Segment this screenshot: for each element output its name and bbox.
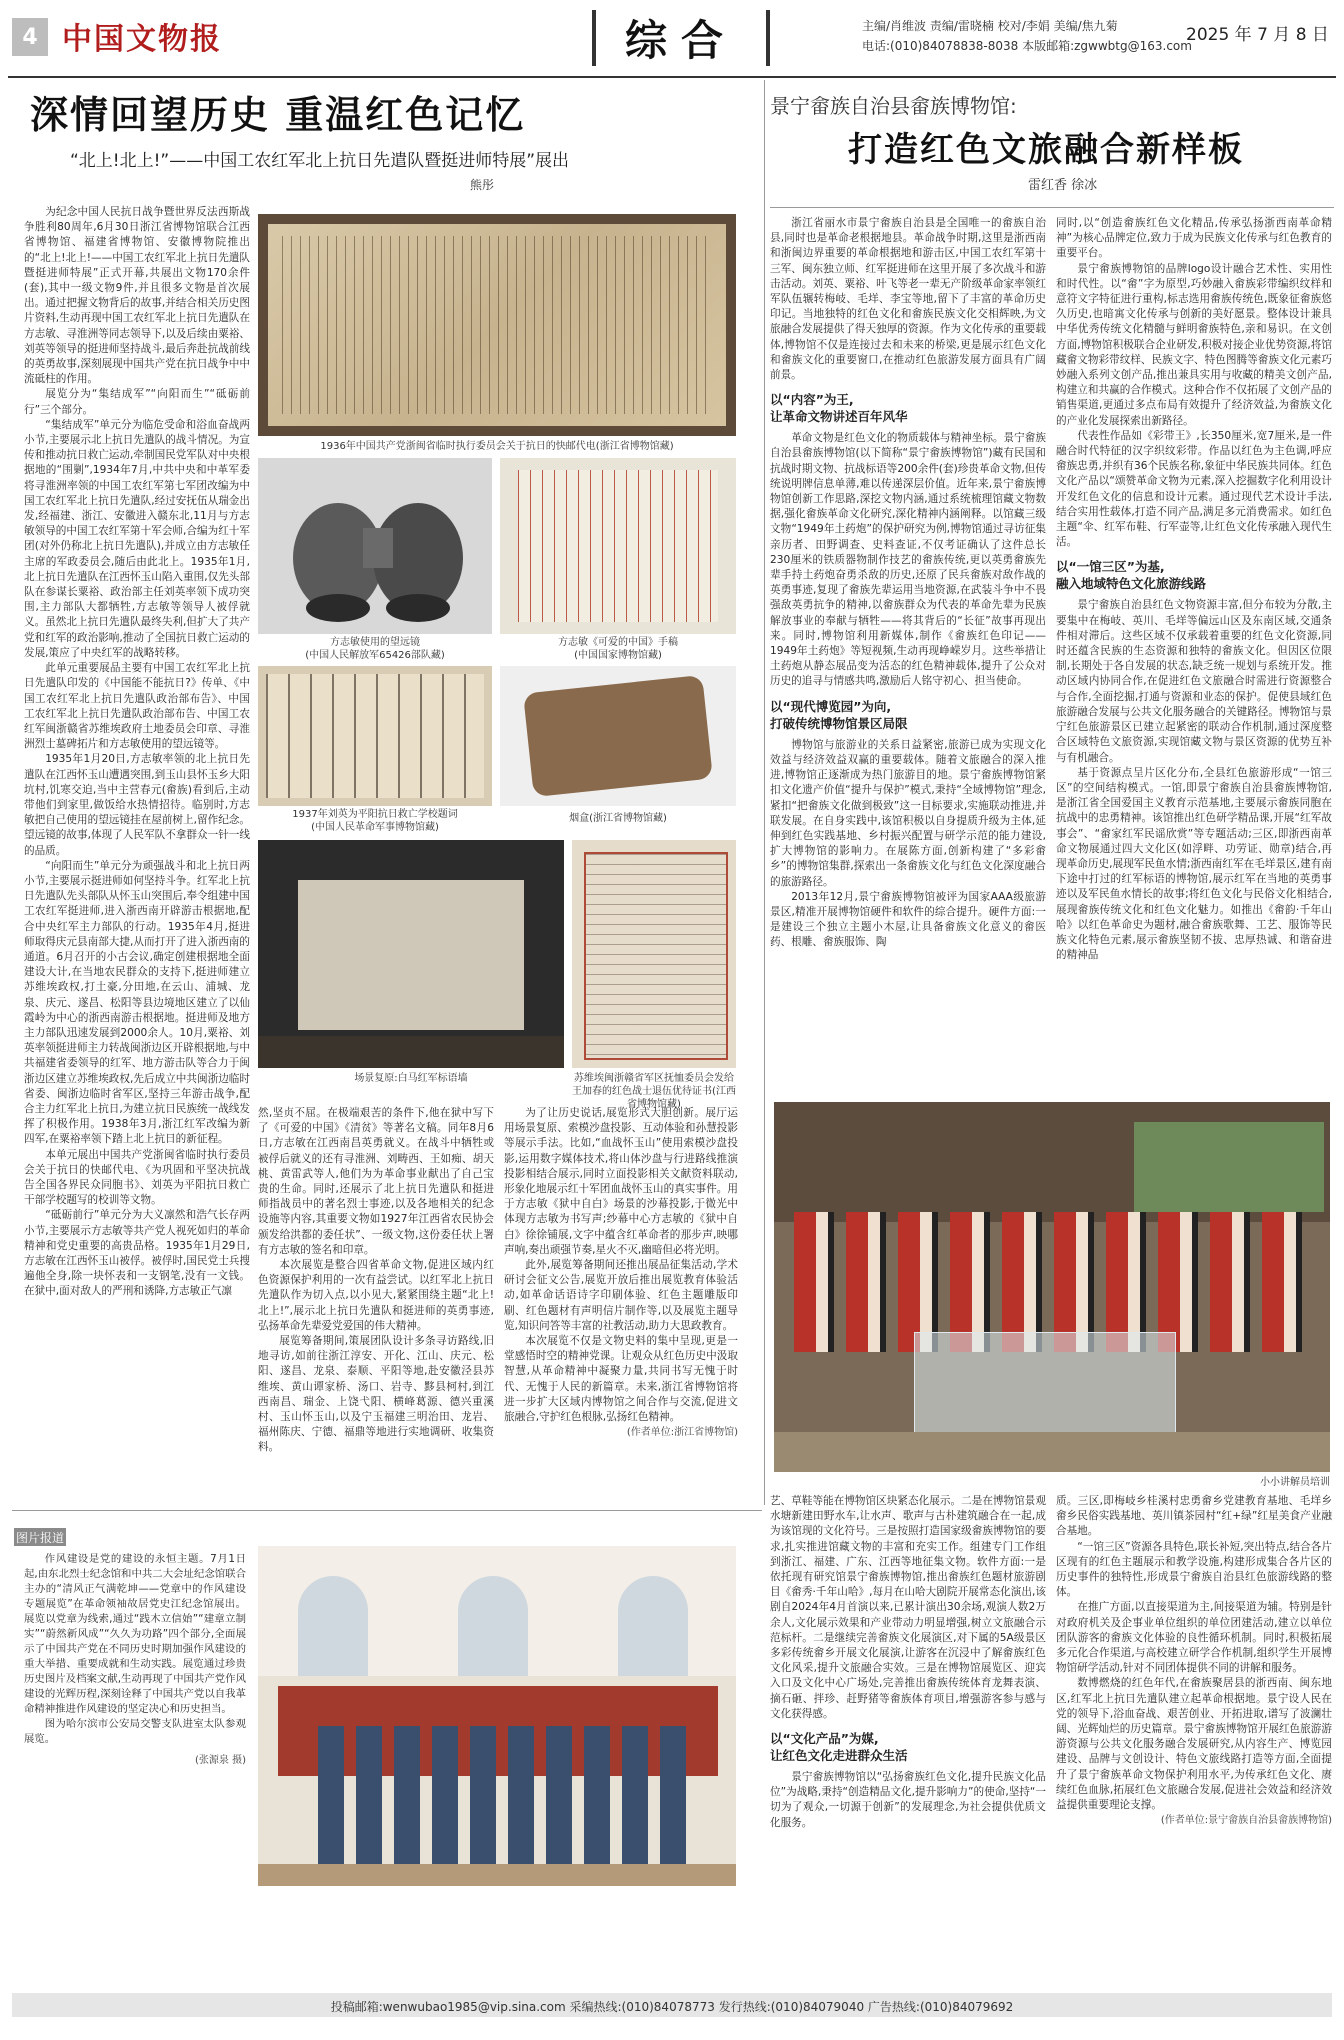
- photo-caption: 1936年中国共产党浙闽省临时执行委员会关于抗日的快邮代电(浙江省博物馆藏): [320, 441, 674, 452]
- paragraph: 然,坚贞不屈。在极端艰苦的条件下,他在狱中写下了《可爱的中国》《清贫》等著名文稿。同年8月6日,方志敏在江西南昌英勇就义。在战斗中牺牲或被俘后就义的还有寻淮洲、刘畴西、王如痴、胡天桃、黄雷武等人,他们为为革命事业献出了自己宝贵的生命。同时,还展示了北上抗日先遣队和挺进师指战员中的著名烈士事迹,以及各地相关的纪念设施等内容,其重要文物如1927年江西省农民协会颁发给洪都的委任状”、一级文物,这份委任状上署有方志敏的签名和印章。: [258, 1107, 494, 1256]
- paragraph: “集结成军”单元分为临危受命和浴血奋战两小节,主要展示北上抗日先遣队的战斗情况。为宣传和推动抗日救亡运动,牵制国民党军队对中央根据地的“围剿”,1934年7月,中共中央和中革军委将寻淮洲率领的中国工农红军第七军团改编为中国工农红军北上抗日先遣队,经过安抚伍从瑞金出发,经福建、浙江、安徽进入赣东北,11月与方志敏领导的中国工农红军第十军会师,合编为红十军团(对外仍称北上抗日先遣队),并成立由方志敏任主席的军政委员会,随后由此北上。1935年1月,北上抗日先遣队在江西怀玉山陷入重围,仅先头部队在参谋长粟裕、政治部主任刘英率领下成功突围,主力部队大都牺牲,方志敏等领导人被俘就义。虽然北上抗日先遣队最终失利,但扩大了共产党和红军的政治影响,推动了全国抗日救亡运动的发展,策应了中央红军的战略转移。: [24, 418, 250, 659]
- paragraph: 景宁畲族博物馆以“弘扬畲族红色文化,提升民族文化品位”为战略,秉持“创造精品文化,提升影响力”的使命,坚持“一切为了观众,一切源于创新”的发展理念,为社会提供优质文化服务。: [770, 1771, 1046, 1829]
- photo-police-visit: [258, 1546, 736, 1886]
- paragraph: “一馆三区”资源各具特色,联长补短,突出特点,结合各片区现有的红色主题展示和教学设施,构建形成集合各片区的历史事件的独特性,形成景宁畲族自治县红色旅游线路的整体。: [1056, 1540, 1332, 1599]
- photo-news-tag: 图片报道: [14, 1528, 66, 1546]
- newspaper-logo: 中国文物报: [62, 22, 222, 57]
- photo-news-text: [24, 1552, 246, 1932]
- paragraph: 展览分为“集结成军”“向阳而生”“砥砺前行”三个部分。: [24, 388, 250, 416]
- right-story-column-d: [1056, 1494, 1332, 1984]
- paragraph: 浙江省丽水市景宁畲族自治县是全国唯一的畲族自治县,同时也是革命老根据地县。革命战争时期,这里是浙西南和浙闽边界重要的革命根据地和游击区,中国工农红军第十三军、闽东独立师、红军挺进师在这里开展了多次战斗和游击活动。刘英、粟裕、叶飞等老一辈无产阶级革命家率领红军队伍辗转梅岐、毛垟、李宝等地,留下了丰富的革命历史印记。当地独特的红色文化和畲族民族文化交相辉映,为文旅融合发展提供了得天独厚的资源。作为文化传承的重要载体,博物馆不仅是连接过去和未来的桥梁,更是展示红色文化和畲族文化的重要窗口,在推动红色旅游发展方面具有广阔前景。: [770, 217, 1046, 382]
- staff-line: 主编/肖维波 责编/雷晓楠 校对/李娟 美编/焦九菊: [862, 19, 1118, 33]
- paragraph: 1935年1月20日,方志敏率领的北上抗日先遣队在江西怀玉山遭遇突围,到玉山县怀玉乡大阳坑村,饥寒交迫,当中主营春元(畲族)看到后,主动带他们到家里,做饭给水热情招待。临别时,方志敏把自己使用的望远镜挂在屋前树上,留作纪念。望远镜的故事,体现了人民军队不拿群众一针一线的品质。: [24, 753, 250, 857]
- contact-line: 电话:(010)84078838-8038 本版邮箱:zgwwbtg@163.com: [862, 39, 1192, 53]
- left-story-byline: 熊彤: [470, 178, 495, 192]
- header-rule: [8, 76, 1336, 78]
- photo-caption: 场景复原:白马红军标语墙: [354, 1073, 468, 1084]
- author-affiliation: (作者单位:景宁畲族自治县畲族博物馆): [1160, 1815, 1332, 1827]
- paragraph: 数博燃烧的红色年代,在畲族聚居县的浙西南、闽东地区,红军北上抗日先遣队建立起革命根据地。景宁设人民在党的领导下,浴血奋战、艰苦创业、开拓进取,谱写了波澜壮阔、光辉灿烂的历史篇章。景宁畲族博物馆开展红色旅游游游资源与公共文化服务融合发展研究,从内容生产、博览园建设、品牌与文创设计、特色文旅线路打造等方面,全面提升了景宁畲族革命文物保护利用水平,为传承红色文化、赓续红色血脉,拓展红色文旅融合发展,促进社会效益和经济效益提供重要理论支撑。: [1056, 1677, 1332, 1812]
- paragraph: 图为哈尔滨市公安局交警支队进室太队参观展览。: [24, 1718, 246, 1745]
- section-name: 综合: [624, 16, 737, 65]
- photo-caption: 方志敏《可爱的中国》手稿 (中国国家博物馆藏): [558, 637, 678, 661]
- page-number: 4: [12, 18, 48, 56]
- paragraph: 此外,展览筹备期间还推出展品征集活动,学术研讨会征文公告,展览开放后推出展览教育体验活动,如革命话语诗字印刷体验、红色主题雕版印刷、红色题材有声明信片制作等,以及展览主题导览,知识问答等丰富的社教活动,助力大思政教育。: [504, 1259, 738, 1332]
- paragraph: 基于资源点呈片区化分布,全县红色旅游形成“一馆三区”的空间结构模式。一馆,即景宁畲族自治县畲族博物馆,是浙江省全国爱国主义教育示范基地,主要展示畲族同胞在抗战中的忠勇精神。该馆推出红色研学精品课,开展“红军故事会”、“畲家红军民谣欣赏”等专题活动;三区,即浙西南革命文物展通过四大文化区(如浮畔、功劳证、勋章)结合,再现革命历史,展现军民鱼水情;浙西南红军在毛垟景区,建有南下途中打过的红军标语的博物馆,展示红军在当地的英勇事迹以及军民鱼水情长的故事;将红色文化与民俗文化相结合,展现畲族传统文化和红色文化魅力。如推出《畲韵·千年山哈》以红色革命史为题材,融合畲族歌舞、工艺、服饰等民族文化特色元素,展示畲族坚韧不拔、忠厚热诚、和谐奋进的精神品: [1056, 766, 1332, 962]
- subheading: 以“内容”为王, 让革命文物讲述百年风华: [770, 392, 908, 425]
- paragraph: 为纪念中国人民抗日战争暨世界反法西斯战争胜利80周年,6月30日浙江省博物馆联合江西省博物馆、福建省博物馆、安徽博物院推出的“北上!北上!——中国工农红军北上抗日先遣队暨挺进师特展”正式开幕,共展出文物170余件(套),其中一级文物9件,并且很多文物是首次展出。通过把握文物背后的故事,并结合相关历史图片资料,生动再现中国工农红军北上抗日先遣队在方志敏、寻淮洲等同志领导下,以及后续由粟裕、刘英等领导的挺进师坚持战斗,最后奔赴抗战前线的英勇故事,深刻展现中国共产党在抗日战争中中流砥柱的作用。: [24, 206, 250, 386]
- left-story-column-3: [504, 1106, 738, 1506]
- paragraph: 2013年12月,景宁畲族博物馆被评为国家AAA级旅游景区,精准开展博物馆硬件和软件的综合提升。硬件方面:一是建设三个独立主题小木屋,让具备畲族文化意义的畲医药、根雕、畲族服饰、陶: [770, 890, 1046, 949]
- paragraph: 本次展览不仅是文物史料的集中呈现,更是一堂感悟时空的精神党课。让观众从红色历史中汲取智慧,从革命精神中凝聚力量,共同书写无愧于时代、无愧于人民的新篇章。未来,浙江省博物馆将进一步扩大区域内博物馆之间合作与交流,促进文旅融合,守护红色根脉,弘扬红色精神。: [504, 1335, 738, 1424]
- photo-credit: (张源泉 摄): [195, 1755, 246, 1766]
- photo-poster: [572, 840, 736, 1068]
- subheading: 以“文化产品”为媒, 让红色文化走进群众生活: [770, 1731, 908, 1764]
- paragraph: 景宁畲族博物馆的品牌logo设计融合艺术性、实用性和时代性。以“畲”字为原型,巧妙融入畲族彩带编织纹样和意符文字特征进行重构,标志选用畲族传统色,既象征畲族悠久历史,也暗寓文化传承与创新的美好愿景。整体设计兼具中华优秀传统文化精髓与鲜明畲族特色,亲和易识。在文创方面,博物馆积极联合企业研发,积极对接企业优势资源,将馆藏畲文物彩带纹样、民族文字、特色图腾等畲族文化元素巧妙融入系列文创产品,推出兼具实用与收藏的精美文创产品,构建立和共赢的合作模式。这种合作不仅拓展了文创产品的销售渠道,更通过多点布局有效提升了经济效益,为畲族文化的产业化发展探索出新路径。: [1056, 262, 1332, 427]
- paragraph: 展览筹备期间,策展团队设计多条寻访路线,旧地寻访,如前往浙江淳安、开化、江山、庆元、松阳、遂昌、龙泉、泰顺、平阳等地,赴安徽泾县苏维埃、黄山谭家桥、汤口、岩寺、黟县柯村,到江西南昌、瑞金、上饶弋阳、横峰葛源、德兴重溪村、玉山怀玉山,以及宁玉福建三明治田、龙岩、福州陈庆、宁德、福鼎等地进行实地调研、收集资料。: [258, 1335, 494, 1454]
- right-story-column-b: [1056, 216, 1332, 1046]
- paragraph: “向阳而生”单元分为顽强战斗和北上抗日两小节,主要展示挺进师如何坚持斗争。红军北上抗日先遣队先头部队从怀玉山突围后,奉令组建中国工农红军挺进师,进入浙西南开辟游击根据地,配合中央红军主力部队的行动。1935年4月,挺进师取得庆元县南部大捷,从而打开了进入浙西南的通道。6月召开的小古会议,确定创建根据地全面建设大计,在当地农民群众的支持下,挺进师建立苏维埃政权,打土豪,分田地,在云山、浦城、龙泉、庆元、遂昌、松阳等县边境地区建立了以仙霞岭为中心的浙西南游击根据地。挺进师及地方主力部队迅速发展到2000余人。10月,粟裕、刘英率领挺进师主力转战闽浙边区开辟根据地,与中共福建省委领导的红军、地方游击队等合力于闽浙边区建立苏维埃政权,先后成立中共闽浙边临时省委、闽浙边临时省军区,坚持三年游击战争,配合主力红军北上抗日,为建立抗日民族统一战线发挥了积极作用。1938年3月,浙江红军改编为新四军,在粟裕率领下踏上北上抗日的新征程。: [24, 859, 250, 1146]
- paragraph: 本单元展出中国共产党浙闽省临时执行委员会关于抗日的快邮代电、《为巩固和平坚决抗战告全国各界民众同胞书》、刘英为平阳抗日救亡干部学校题写的校训等文物。: [24, 1148, 250, 1207]
- right-story-column-a: [770, 216, 1046, 1046]
- photo-tin: [500, 666, 736, 806]
- photo-caption: 方志敏使用的望远镜 (中国人民解放军65426部队藏): [305, 637, 445, 661]
- photo-caption: 苏维埃闽浙赣省军区抚恤委员会发给王加春的红色战士退伍优待证书(江西省博物馆藏): [572, 1073, 736, 1110]
- left-story-subtitle: “北上!北上!”——中国工农红军北上抗日先遣队暨挺进师特展”展出: [70, 151, 570, 171]
- section-divider: [12, 1510, 762, 1511]
- paragraph: 景宁畲族自治县红色文物资源丰富,但分布较为分散,主要集中在梅岐、英川、毛垟等偏远山区及东南区域,交通条件相对滞后。这些区域不仅承载着重要的红色文化资源,同时还蕴含民族的生态资源和独特的畲族文化。但因区位限制,长期处于各自发展的状态,缺乏统一规划与系统开发。推动区域内协同合作,在促进红色文旅融合时需进行资源整合与合作,全面挖掘,打通与资源和业态的保护。促使县域红色旅游融合发展与公共文化服务融合的关键路径。博物馆与景宁红色旅游景区已建立起紧密的联动合作机制,通过深度整合区域特色文旅资源,实现馆藏文物与景区资源的优势互补与有机融合。: [1056, 599, 1332, 764]
- photo-scene: [258, 840, 564, 1068]
- paragraph: 革命文物是红色文化的物质载体与精神坐标。景宁畲族自治县畲族博物馆(以下简称“景宁畲族博物馆”)藏有民国和抗战时期文物、抗战标语等200余件(套)珍贵革命文物,但传统说明牌信息单薄,难以传递深层价值。近年来,景宁畲族博物馆创新工作思路,深挖文物内涵,通过系统梳理馆藏文物数据,强化畲族革命文化研究,深化精神内涵阐释。以馆藏三级文物“1949年土药炮”的保护研究为例,博物馆通过寻访征集亲历者、田野调查、史料查证,不仅考证确认了这件总长230厘米的铁质器物制作技艺的畲族传统,更以英勇畲族先辈手持土药炮奋勇杀敌的历史,还原了民兵畲族对敌作战的英勇事迹,复现了畲族先辈运用当地资源,在武装斗争中不畏强敌英勇抗争的精神,以畲族群众为代表的革命先辈为民族解放事业的奉献与牺牲——将其背后的“长征”故事再现出来。同时,博物馆利用新媒体,制作《畲族红色印记——1949年土药炮》等短视频,生动再现峥嵘岁月。这些举措让土药炮从静态展品变为活态的红色精神载体,提升了公众对历史的追寻与情感共鸣,激励后人铭守初心、担当使命。: [770, 432, 1046, 688]
- photo-inscription: [258, 666, 492, 806]
- left-story-column-2: [258, 1106, 494, 1506]
- author-affiliation: (作者单位:浙江省博物馆): [626, 1427, 738, 1439]
- subheading: 以“现代博览园”为向, 打破传统博物馆景区局限: [770, 698, 908, 731]
- paragraph: 在推广方面,以直接渠道为主,间接渠道为辅。特别是针对政府机关及企事业单位组织的单位团建活动,建立以单位团队游客的畲族文化体验的良性循环机制。同时,积极拓展多元化合作渠道,与高校建立研学合作机制,组织学生开展博物馆研学活动,针对不同团体提供不同的讲解和服务。: [1056, 1601, 1332, 1675]
- paragraph: 作风建设是党的建设的永恒主题。7月1日起,由东北烈士纪念馆和中共二大会址纪念馆联合主办的“清风正气满乾坤——党章中的作风建设专题展览”在革命领袖故居党史江纪念馆展出。展览以党章为线索,通过“践木立信始”“建章立制实”“蔚然新风成”“久久为功路”四个部分,全面展示了中国共产党在不同历史时期加强作风建设的重大举措、重要成就和生动实践。展览通过珍贵历史图片及档案文献,生动再现了中国共产党作风建设的光辉历程,深刻诠释了中国共产党以自我革命精神推进作风建设的坚定决心和历史担当。: [24, 1553, 246, 1715]
- right-story-title: 打造红色文旅融合新样板: [848, 130, 1244, 170]
- photo-telegram: [258, 214, 736, 436]
- photo-docent-training: [774, 1102, 1330, 1472]
- left-story-title: 深情回望历史 重温红色记忆: [30, 92, 526, 137]
- column-divider: [764, 80, 765, 1505]
- paragraph: 艺、草鞋等能在博物馆区块紧态化展示。二是在博物馆景观水塘新建田野水车,让水声、歌声与古朴建筑融合在一起,成为该馆现的文化符号。三是按照打造国家级畲族博物馆的要求,扎实推进馆藏文物的丰富和充实工作。组建专门工作组到浙江、福建、广东、江西等地征集文物。软件方面:一是依托现有研究馆景宁畲族博物馆,推出畲族红色题材旅游剧目《畲秀·千年山哈》,每月在山哈大剧院开展常态化演出,该剧自2024年4月首演以来,已累计演出30余场,观演人数2万余人,文化展示效果和产业带动力明显增强,树立文旅融合示范标杆。二是继续完善畲族文化展演区,对下属的5A级景区多彩传统畲乡开展文化展演,让游客在沉浸中了解畲族红色文化风采,提升文旅融合实效。三是在博物馆展览区、迎宾入口及文化中心广场处,完善推出畲族传统体育龙舞表演、摘石砸、拌珍、赶野猪等畲族体育项目,增强游客参与感与文化获得感。: [770, 1495, 1046, 1720]
- paragraph: 博物馆与旅游业的关系日益紧密,旅游已成为实现文化效益与经济效益双赢的重要载体。随着文旅融合的深入推进,博物馆正逐渐成为热门旅游目的地。景宁畲族博物馆紧扣文化遗产价值“提升与保护”模式,秉持“全域博物馆”理念,紧扣“把畲族文化做到极致”这一目标要求,实施联动推进,并联发展。在自身实践中,该馆积极以自身提质升级为主体,延伸到红色实践基地、乡村振兴配置与研学示范的能力建设,扩大博物馆的影响力。在展陈方面,创新构建了“多彩畲乡”的博物馆集群,探索出一条畲族文化与红色文化深度融合的旅游路径。: [770, 738, 1046, 888]
- paragraph: 为了让历史说话,展览形式大胆创新。展厅运用场景复原、索模沙盘投影、互动体验和孙慧投影等展示手法。比如,“血战怀玉山”使用索模沙盘投影,运用数字媒体技术,将山体沙盘与行进路线推演投影相结合展示,同时立面投影相关文献资料联动,形象化地展示红十军团血战怀玉山的真实事件。用于方志敏《狱中自白》场景的沙幕投影,于微光中体现方志敏为书写声;纱幕中心方志敏的《狱中自白》徐徐铺展,文字中蕴含红革命者的那步声,映哪声响,奏出顽强节奏,星火不灭,幽暗但必将光明。: [504, 1107, 738, 1256]
- section-header: [592, 10, 770, 66]
- left-story-column-1: [24, 205, 250, 1505]
- issue-date: 2025 年 7 月 8 日: [1186, 25, 1329, 45]
- paragraph: 质。三区,即梅岐乡桂溪村忠勇畲乡党建教育基地、毛垟乡畲乡民俗实践基地、英川镇茶园村“红+绿”红星美食产业融合基地。: [1056, 1495, 1332, 1538]
- photo-caption: 1937年刘英为平阳抗日救亡学校题词 (中国人民革命军事博物馆藏): [292, 809, 458, 833]
- photo-caption: 小小讲解员培训: [1260, 1477, 1330, 1488]
- paragraph: 此单元重要展品主要有中国工农红军北上抗日先遣队印发的《中国能不能抗日?》传单、《中国工农红军北上抗日先遣队政治部布告》、中国工农红军北上抗日先遣队政治部布告、中国工农红军闽浙赣省苏维埃政府土地委员会印章、寻淮洲烈士墓碑拓片和方志敏使用的望远镜等。: [24, 662, 250, 751]
- right-story-kicker: 景宁畲族自治县畲族博物馆:: [770, 94, 1017, 118]
- footer-contacts: 投稿邮箱:wenwubao1985@vip.sina.com 采编热线:(010)84078773 发行热线:(010)84079040 广告热线:(010)84079692: [330, 2000, 1014, 2014]
- paragraph: 本次展览是整合四省革命文物,促进区域内红色资源保护利用的一次有益尝试。以红军北上抗日先遣队作为切入点,以小见大,紧紧围绕主题“北上!北上!”,展示北上抗日先遣队和挺进师的英勇事迹,弘扬革命先辈爱党爱国的伟大精神。: [258, 1259, 494, 1332]
- subheading: 以“一馆三区”为基, 融入地域特色文化旅游线路: [1056, 559, 1207, 592]
- paragraph: “砥砺前行”单元分为大义凛然和浩气长存两小节,主要展示方志敏等共产党人视死如归的革命精神和党史重要的高贵品格。1935年1月29日,方志敏在江西怀玉山被俘。被俘时,国民党士兵搜遍他全身,除一块怀表和一支钢笔,没有一文钱。在狱中,面对敌人的严刑和诱降,方志敏正气凛: [24, 1209, 250, 1298]
- photo-caption: 烟盒(浙江省博物馆藏): [569, 813, 667, 824]
- photo-binoculars: [258, 458, 492, 634]
- paragraph: 代表性作品如《彩带王》,长350厘米,宽7厘米,是一件融合时代特征的汉字织纹彩带。作品以红色为主色调,呼应畲族忠勇,并织有36个民族名称,象征中华民族共同体。红色文化产品以“颂赞革命文物为元素,深入挖掘数字化利用设计开发红色文化的信息和设计元素。通过现代艺术设计手法,结合实用性载体,打造不同产品,满足多元消费需求。如红色主题“伞、红军布鞋、行军壶等,让红色文化传承融入现代生活。: [1056, 429, 1332, 549]
- right-story-byline: 雷红香 徐冰: [1028, 178, 1098, 193]
- right-story-column-c: [770, 1494, 1046, 1984]
- photo-manuscript: [500, 458, 736, 634]
- headline-rule: [770, 207, 1334, 208]
- paragraph: 同时,以“创造畲族红色文化精品,传承弘扬浙西南革命精神”为核心品牌定位,致力于成为民族文化传承与红色教育的重要平台。: [1056, 217, 1332, 260]
